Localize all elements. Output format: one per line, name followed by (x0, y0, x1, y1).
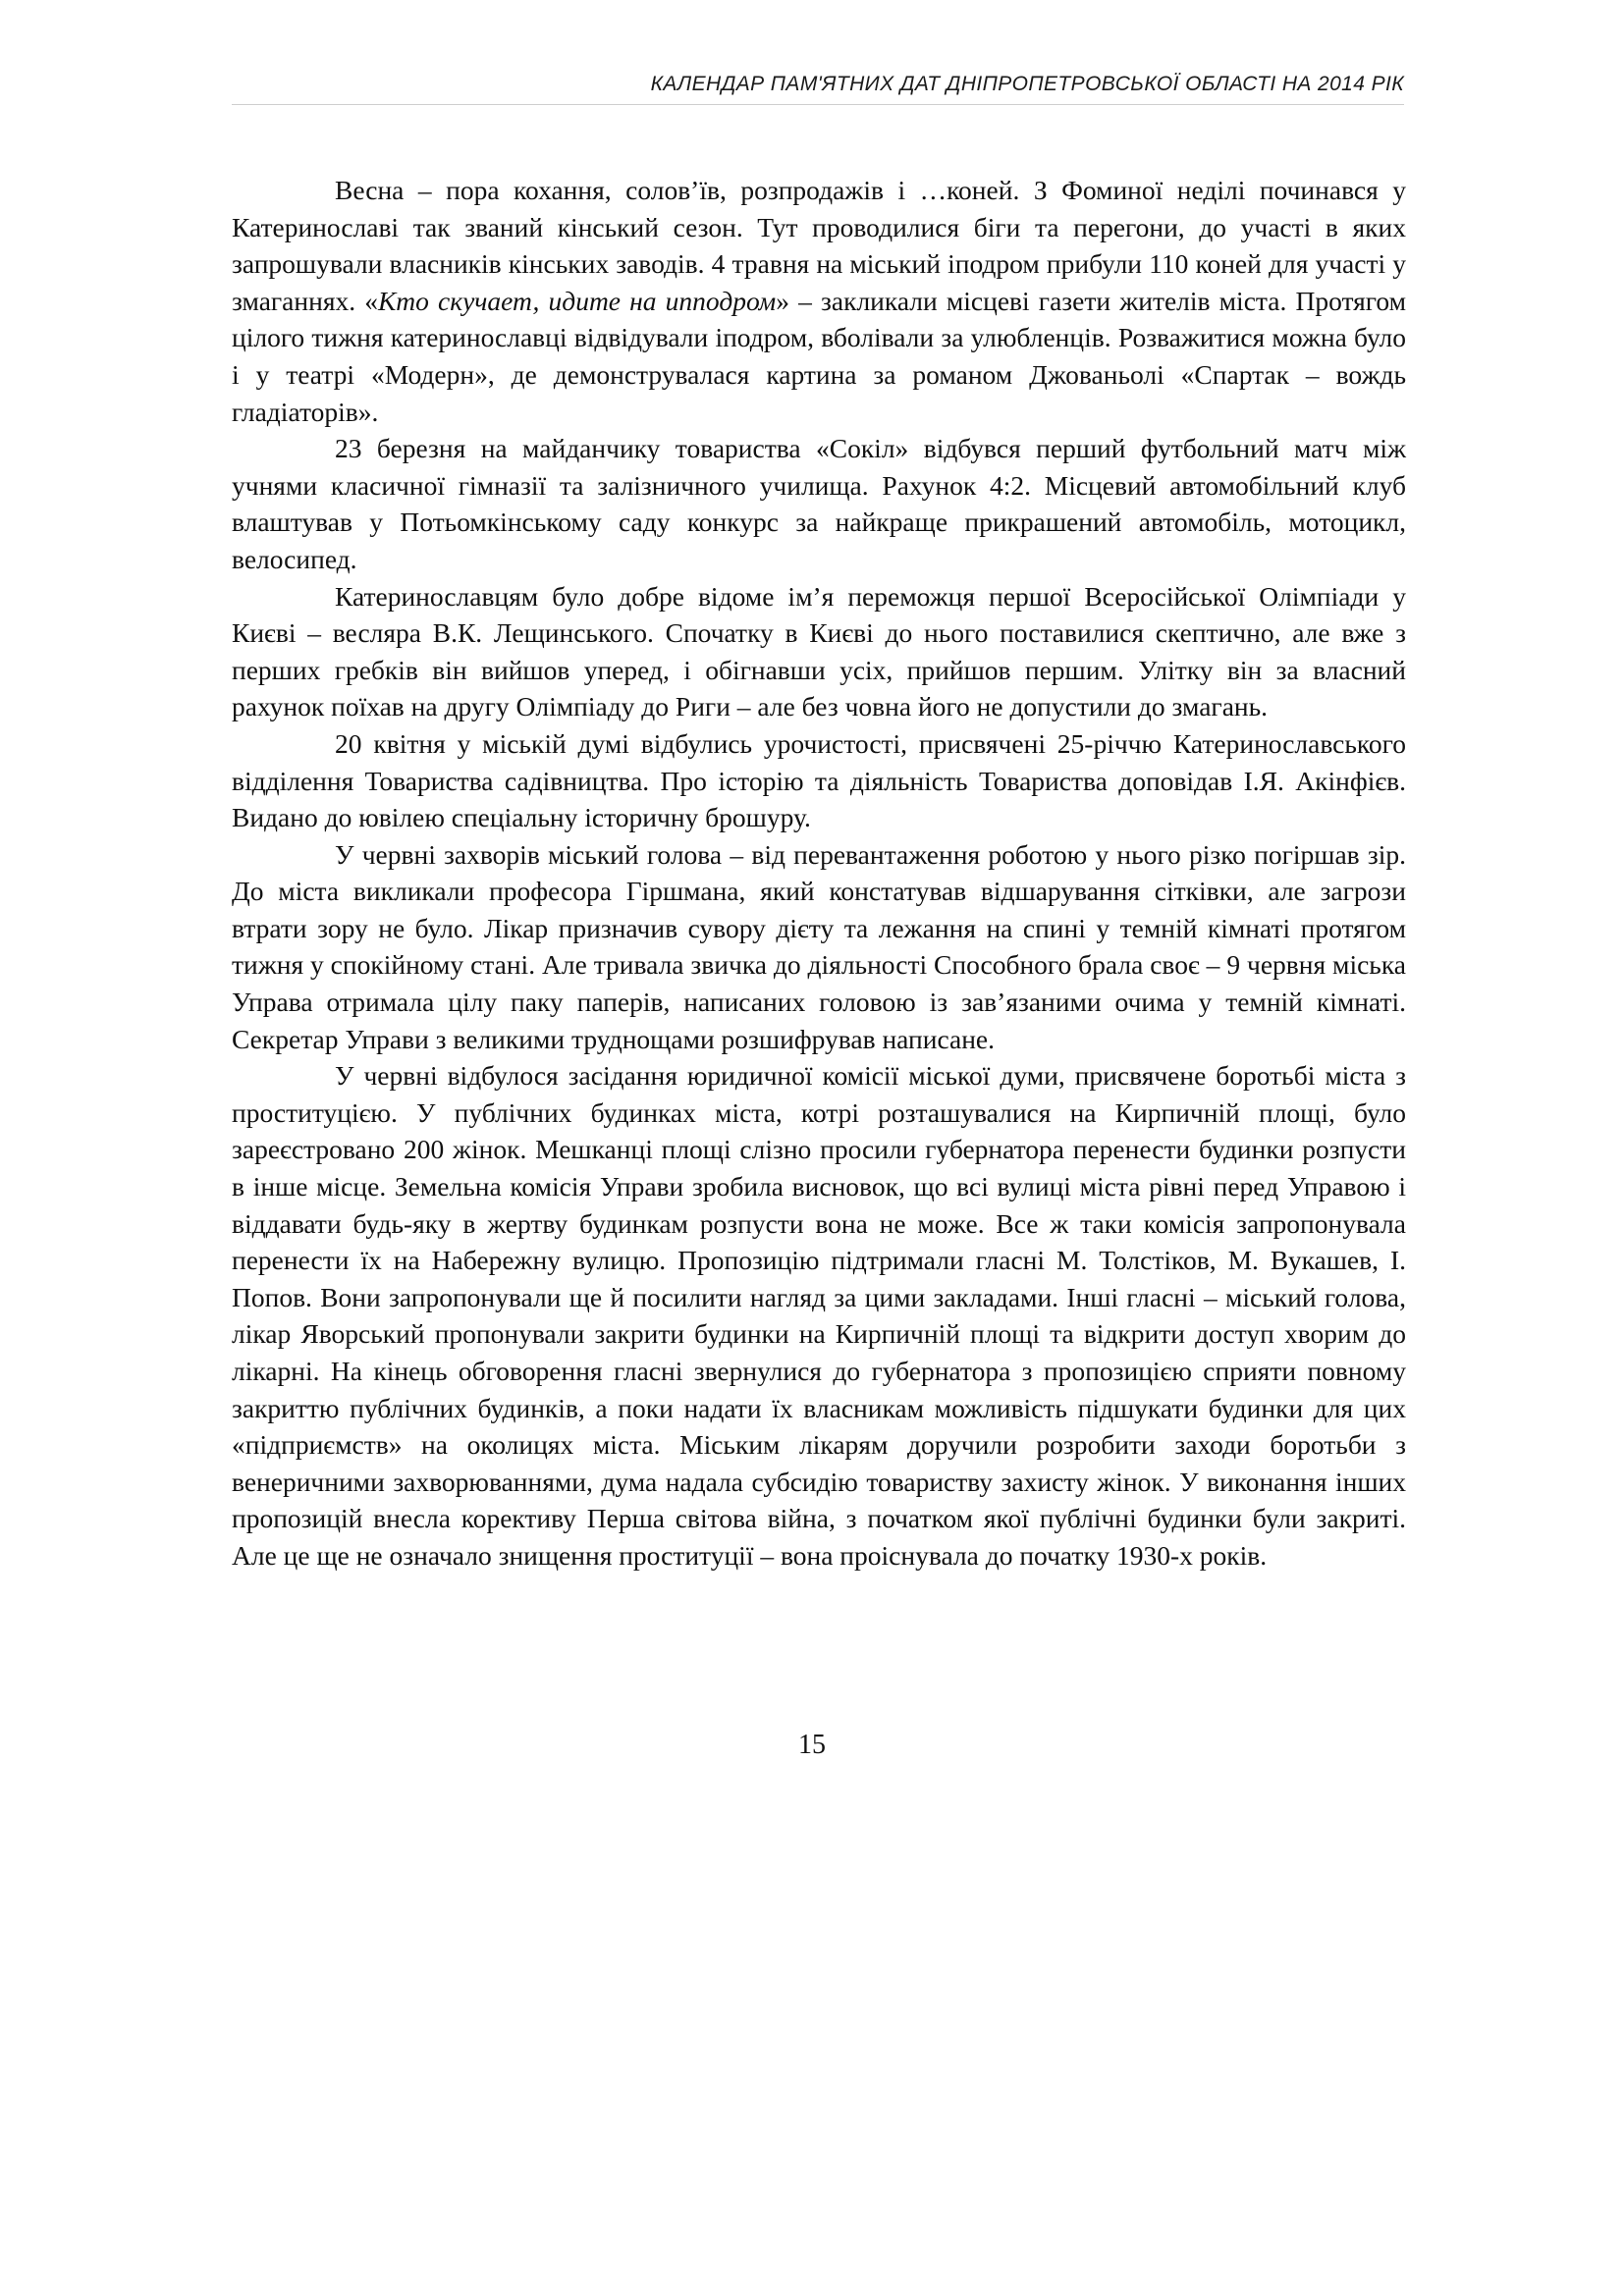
header-divider (232, 104, 1404, 105)
paragraph-prostitution-commission: У червні відбулося засідання юридичної комісії міської думи, присвячене боротьбі міста з проституцією. У публічних будинках міста, котрі розташувалися на Кирпичній площі, було зареєстровано 200 жінок. Мешканці площі слізно просили губернатора перенести будинки розпусти в інше місце. Земельна комісія Управи зробила висновок, що всі вулиці міста рівні перед Управою і віддавати будь-яку в жертву будинкам розпусти вона не може. Все ж таки комісія запропонувала перенести їх на Набережну вулицю. Пропозицію підтримали гласні М. Толстіков, М. Вукашев, І. Попов. Вони запропонували ще й посилити нагляд за цими закладами. Інші гласні – міський голова, лікар Яворський пропонували закрити будинки на Кирпичній площі та відкрити доступ хворим до лікарні. На кінець обговорення гласні звернулися до губернатора з пропозицією сприяти повному закриттю публічних будинків, а поки надати їх власникам можливість підшукати будинки для цих «підприємств» на околицях міста. Міським лікарям доручили розробити заходи боротьби з венеричними захворюваннями, дума надала субсидію товариству захисту жінок. У виконання інших пропозицій внесла корективу Перша світова війна, з початком якої публічні будинки були закриті. Але це ще не означало знищення проституції – вона проіснувала до початку 1930-х років. (232, 1060, 1406, 1571)
paragraph-horticulture-society: 20 квітня у міській думі відбулись урочистості, присвячені 25-річчю Катеринославського відділення Товариства садівництва. Про історію та діяльність Товариства доповідав І.Я. Акінфієв. Видано до ювілею спеціальну історичну брошуру. (232, 727, 1406, 833)
body-text (232, 172, 1406, 1575)
running-header: КАЛЕНДАР ПАМ'ЯТНИХ ДАТ ДНІПРОПЕТРОВСЬКОЇ ОБЛАСТІ НА 2014 РІК (650, 73, 1404, 95)
italic-quote: Кто скучает, идите на ипподром (377, 285, 777, 316)
paragraph-olympiad-rower: Катеринославцям було добре відоме ім’я переможця першої Всеросійської Олімпіади у Києві – весляра В.К. Лещинського. Спочатку в Києві до нього поставилися скептично, але вже з перших гребків він вийшов уперед, і обігнавши усіх, прийшов першим. Улітку він за власний рахунок поїхав на другу Олімпіаду до Риги – але без човна його не допустили до змагань. (232, 580, 1406, 722)
page-number: 15 (798, 1730, 826, 1760)
paragraph-horse-season (232, 172, 1406, 430)
paragraph-text: Весна – пора кохання, солов’їв, розпродажів і …коней. З Фоминої неділі починався у Катеринославі так званий кінський сезон. Тут проводилися біги та перегони, до участі в яких запрошували власників кінських заводів. 4 травня на міський іподром прибули 110 коней для участі у змаганнях. « (232, 175, 1406, 316)
paragraph-city-head-illness: У червні захворів міський голова – від перевантаження роботою у нього різко погіршав зір. До міста викликали професора Гіршмана, який констатував відшарування сітківки, але загрози втрати зору не було. Лікар призначив сувору дієту та лежання на спині у темній кімнаті протягом тижня у спокійному стані. Але тривала звичка до діяльності Способного брала своє – 9 червня міська Управа отримала цілу паку паперів, написаних головою із зав’язаними очима у темній кімнаті. Секретар Управи з великими труднощами розшифрував написане. (232, 838, 1406, 1054)
paragraph-text: » – закликали місцеві газети жителів міста. Протягом цілого тижня катеринославці відвідували іподром, вболівали за улюбленців. Розважитися можна було і у театрі «Модерн», де демонструвалася картина за романом Джованьолі «Спартак – вождь гладіаторів». (232, 285, 1406, 427)
paragraph-football-match: 23 березня на майданчику товариства «Сокіл» відбувся перший футбольний матч між учнями класичної гімназії та залізничного училища. Рахунок 4:2. Місцевий автомобільний клуб влаштував у Потьомкінському саду конкурс за найкраще прикрашений автомобіль, мотоцикл, велосипед. (232, 433, 1406, 574)
